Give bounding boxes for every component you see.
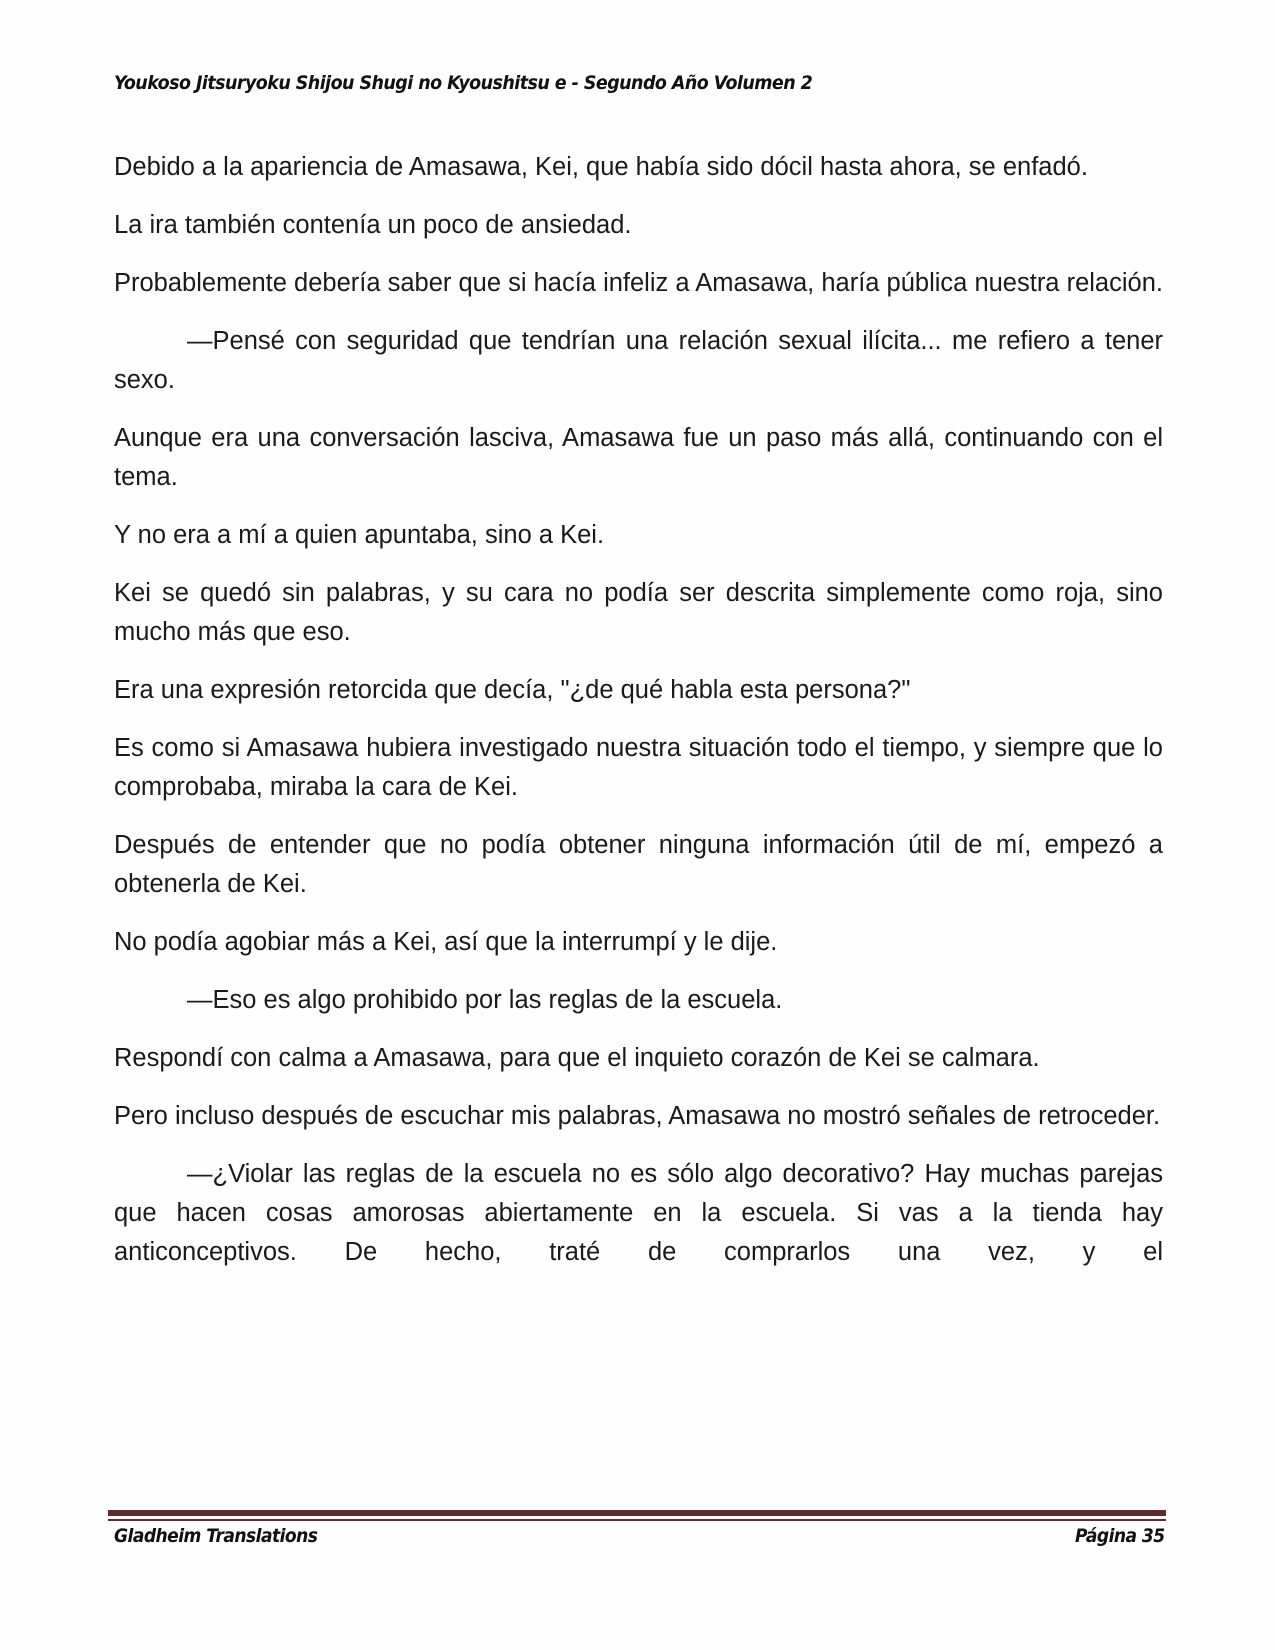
- footer-rule: [108, 1510, 1166, 1516]
- paragraph: Era una expresión retorcida que decía, "¿de qué habla esta persona?": [114, 676, 911, 704]
- paragraph: Y no era a mí a quien apuntaba, sino a Kei.: [114, 521, 605, 549]
- dialogue-paragraph: —Pensé con seguridad que tendrían una relación sexual ilícita... me refiero a tener sexo.: [114, 327, 1163, 394]
- paragraph: Después de entender que no podía obtener ninguna información útil de mí, empezó a obtenerla de Kei.: [114, 831, 1163, 898]
- paragraph: La ira también contenía un poco de ansiedad.: [114, 211, 632, 239]
- paragraph: Es como si Amasawa hubiera investigado nuestra situación todo el tiempo, y siempre que lo comprobaba, miraba la cara de Kei.: [114, 734, 1163, 801]
- paragraph: Respondí con calma a Amasawa, para que el inquieto corazón de Kei se calmara.: [114, 1044, 1040, 1072]
- paragraph: Debido a la apariencia de Amasawa, Kei, que había sido dócil hasta ahora, se enfadó.: [114, 153, 1088, 181]
- page-number: Página 35: [1075, 1525, 1165, 1547]
- running-header: Youkoso Jitsuryoku Shijou Shugi no Kyoushitsu e - Segundo Año Volumen 2: [114, 72, 813, 94]
- footer-translator: Gladheim Translations: [114, 1525, 318, 1547]
- paragraph: No podía agobiar más a Kei, así que la interrumpí y le dije.: [114, 928, 778, 956]
- dialogue-paragraph: —¿Violar las reglas de la escuela no es sólo algo decorativo? Hay muchas parejas que hacen cosas amorosas abiertamente en la escuela. Si vas a la tienda hay anticonceptivos. De hecho, traté de comprarlos una vez, y el: [114, 1160, 1163, 1266]
- body-text: [114, 148, 1163, 1291]
- paragraph: Pero incluso después de escuchar mis palabras, Amasawa no mostró señales de retroceder.: [114, 1102, 1161, 1130]
- dialogue-paragraph: —Eso es algo prohibido por las reglas de la escuela.: [187, 986, 783, 1014]
- paragraph: Aunque era una conversación lasciva, Amasawa fue un paso más allá, continuando con el tema.: [114, 424, 1163, 491]
- paragraph: Probablemente debería saber que si hacía infeliz a Amasawa, haría pública nuestra relación.: [114, 269, 1163, 297]
- paragraph: Kei se quedó sin palabras, y su cara no podía ser descrita simplemente como roja, sino mucho más que eso.: [114, 579, 1163, 646]
- footer-rule-thin: [108, 1519, 1166, 1521]
